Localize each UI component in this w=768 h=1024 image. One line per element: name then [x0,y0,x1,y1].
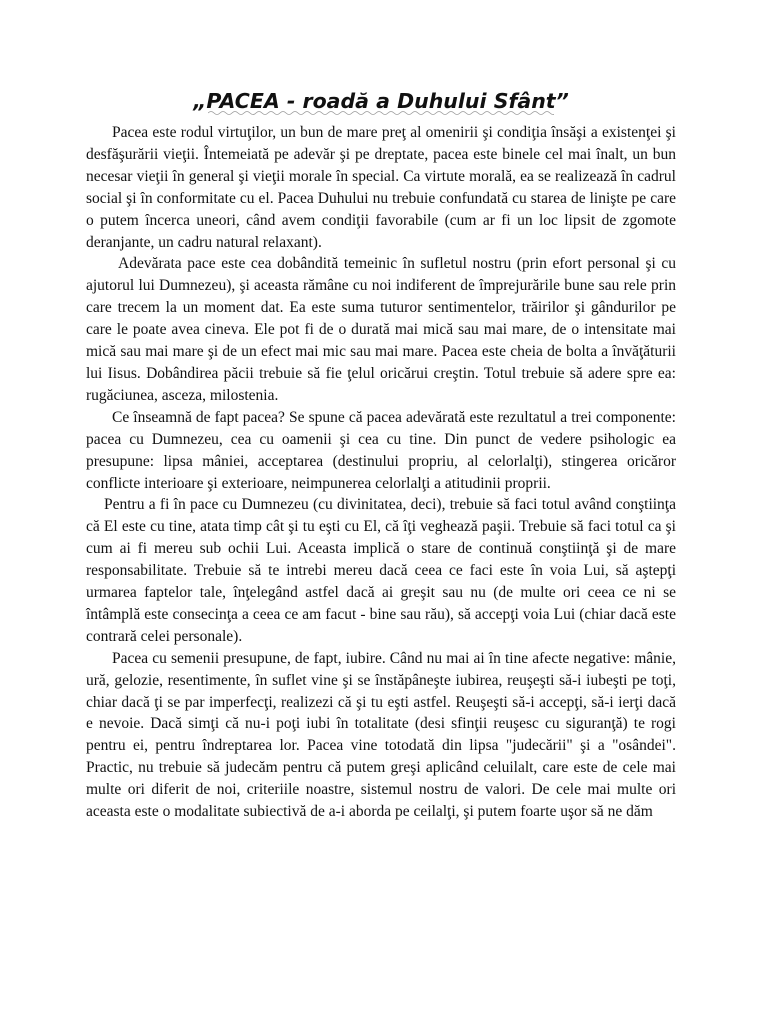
document-body [86,86,676,823]
spellcheck-squiggle-decoration [208,110,554,116]
paragraph-2: Adevărata pace este cea dobândită temeinic în sufletul nostru (prin efort personal şi cu ajutorul lui Dumnezeu), şi aceasta rămâne cu noi indiferent de împrejurările bune sau rele prin care trecem la un moment dat. Ea este suma tuturor sentimentelor, trăirilor şi gândurilor pe care le poate avea cineva. Ele pot fi de o durată mai mică sau mai mare, de o intensitate mai mică sau mai mare şi de un efect mai mic sau mai mare. Pacea este cheia de bolta a învăţăturii lui Iisus. Dobândirea păcii trebuie să fie ţelul oricărui creştin. Totul trebuie să adere spre ea: rugăciunea, asceza, milostenia. [86,255,676,404]
document-title: „PACEA - roadă a Duhului Sfânt” [193,89,569,113]
document-title-wrap [86,86,676,116]
document-text [86,122,676,823]
paragraph-4: Pentru a fi în pace cu Dumnezeu (cu divinitatea, deci), trebuie să faci totul având conştiinţa că El este cu tine, atata timp cât şi tu eşti cu El, că îţi veghează paşii. Trebuie să faci totul ca şi cum ai fi mereu sub ochii Lui. Aceasta implică o stare de continuă conştiinţă şi de mare responsabilitate. Trebuie să te intrebi mereu dacă ceea ce faci este în voia Lui, să aştepţi urmarea faptelor tale, înţelegând astfel dacă ai greşit sau nu (de multe ori ceea ce ni se întâmplă este consecinţa a ceea ce am facut - bine sau rău), să accepţi voia Lui (chiar dacă este contrară celei personale). [86,496,676,645]
paragraph-1: Pacea este rodul virtuţilor, un bun de mare preţ al omenirii şi condiţia însăşi a existenţei şi desfăşurării vieţii. Întemeiată pe adevăr şi pe dreptate, pacea este binele cel mai înalt, un bun necesar vieţii în general şi vieţii morale în special. Ca virtute morală, ea se realizează în cadrul social şi în conformitate cu el. Pacea Duhului nu trebuie confundată cu starea de linişte pe care o putem încerca uneori, când avem condiţii favorabile (cum ar fi un loc lipsit de zgomote deranjante, un cadru natural relaxant). [86,124,676,251]
paragraph-3: Ce înseamnă de fapt pacea? Se spune că pacea adevărată este rezultatul a trei componente: pacea cu Dumnezeu, cea cu oamenii şi cea cu tine. Din punct de vedere psihologic ea presupune: lipsa mâniei, acceptarea (destinului propriu, al celorlalţi), stingerea oricăror conflicte interioare şi exterioare, neimpunerea celorlalţi a atitudinii proprii. [86,408,676,492]
paragraph-5: Pacea cu semenii presupune, de fapt, iubire. Când nu mai ai în tine afecte negative: mânie, ură, gelozie, resentimente, în suflet vine şi se înstăpâneşte iubirea, reuşeşti să-i iubeşti pe toţi, chiar dacă ţi se par imperfecţi, realizezi că şi tu eşti astfel. Reuşeşti să-i accepţi, să-i ierţi dacă e nevoie. Dacă simţi că nu-i poţi iubi în totalitate (desi sfinţii reuşesc cu siguranţă) te rogi pentru ei, pentru îndreptarea lor. Pacea vine totodată din lipsa "judecării" şi a "osândei". Practic, nu trebuie să judecăm pentru că putem greşi aplicând celuilalt, care este de cele mai multe ori diferit de noi, criteriile noastre, sistemul nostru de valori. De cele mai multe ori aceasta este o modalitate subiectivă de a-i aborda pe ceilalţi, şi putem foarte uşor să ne dăm [86,649,676,821]
